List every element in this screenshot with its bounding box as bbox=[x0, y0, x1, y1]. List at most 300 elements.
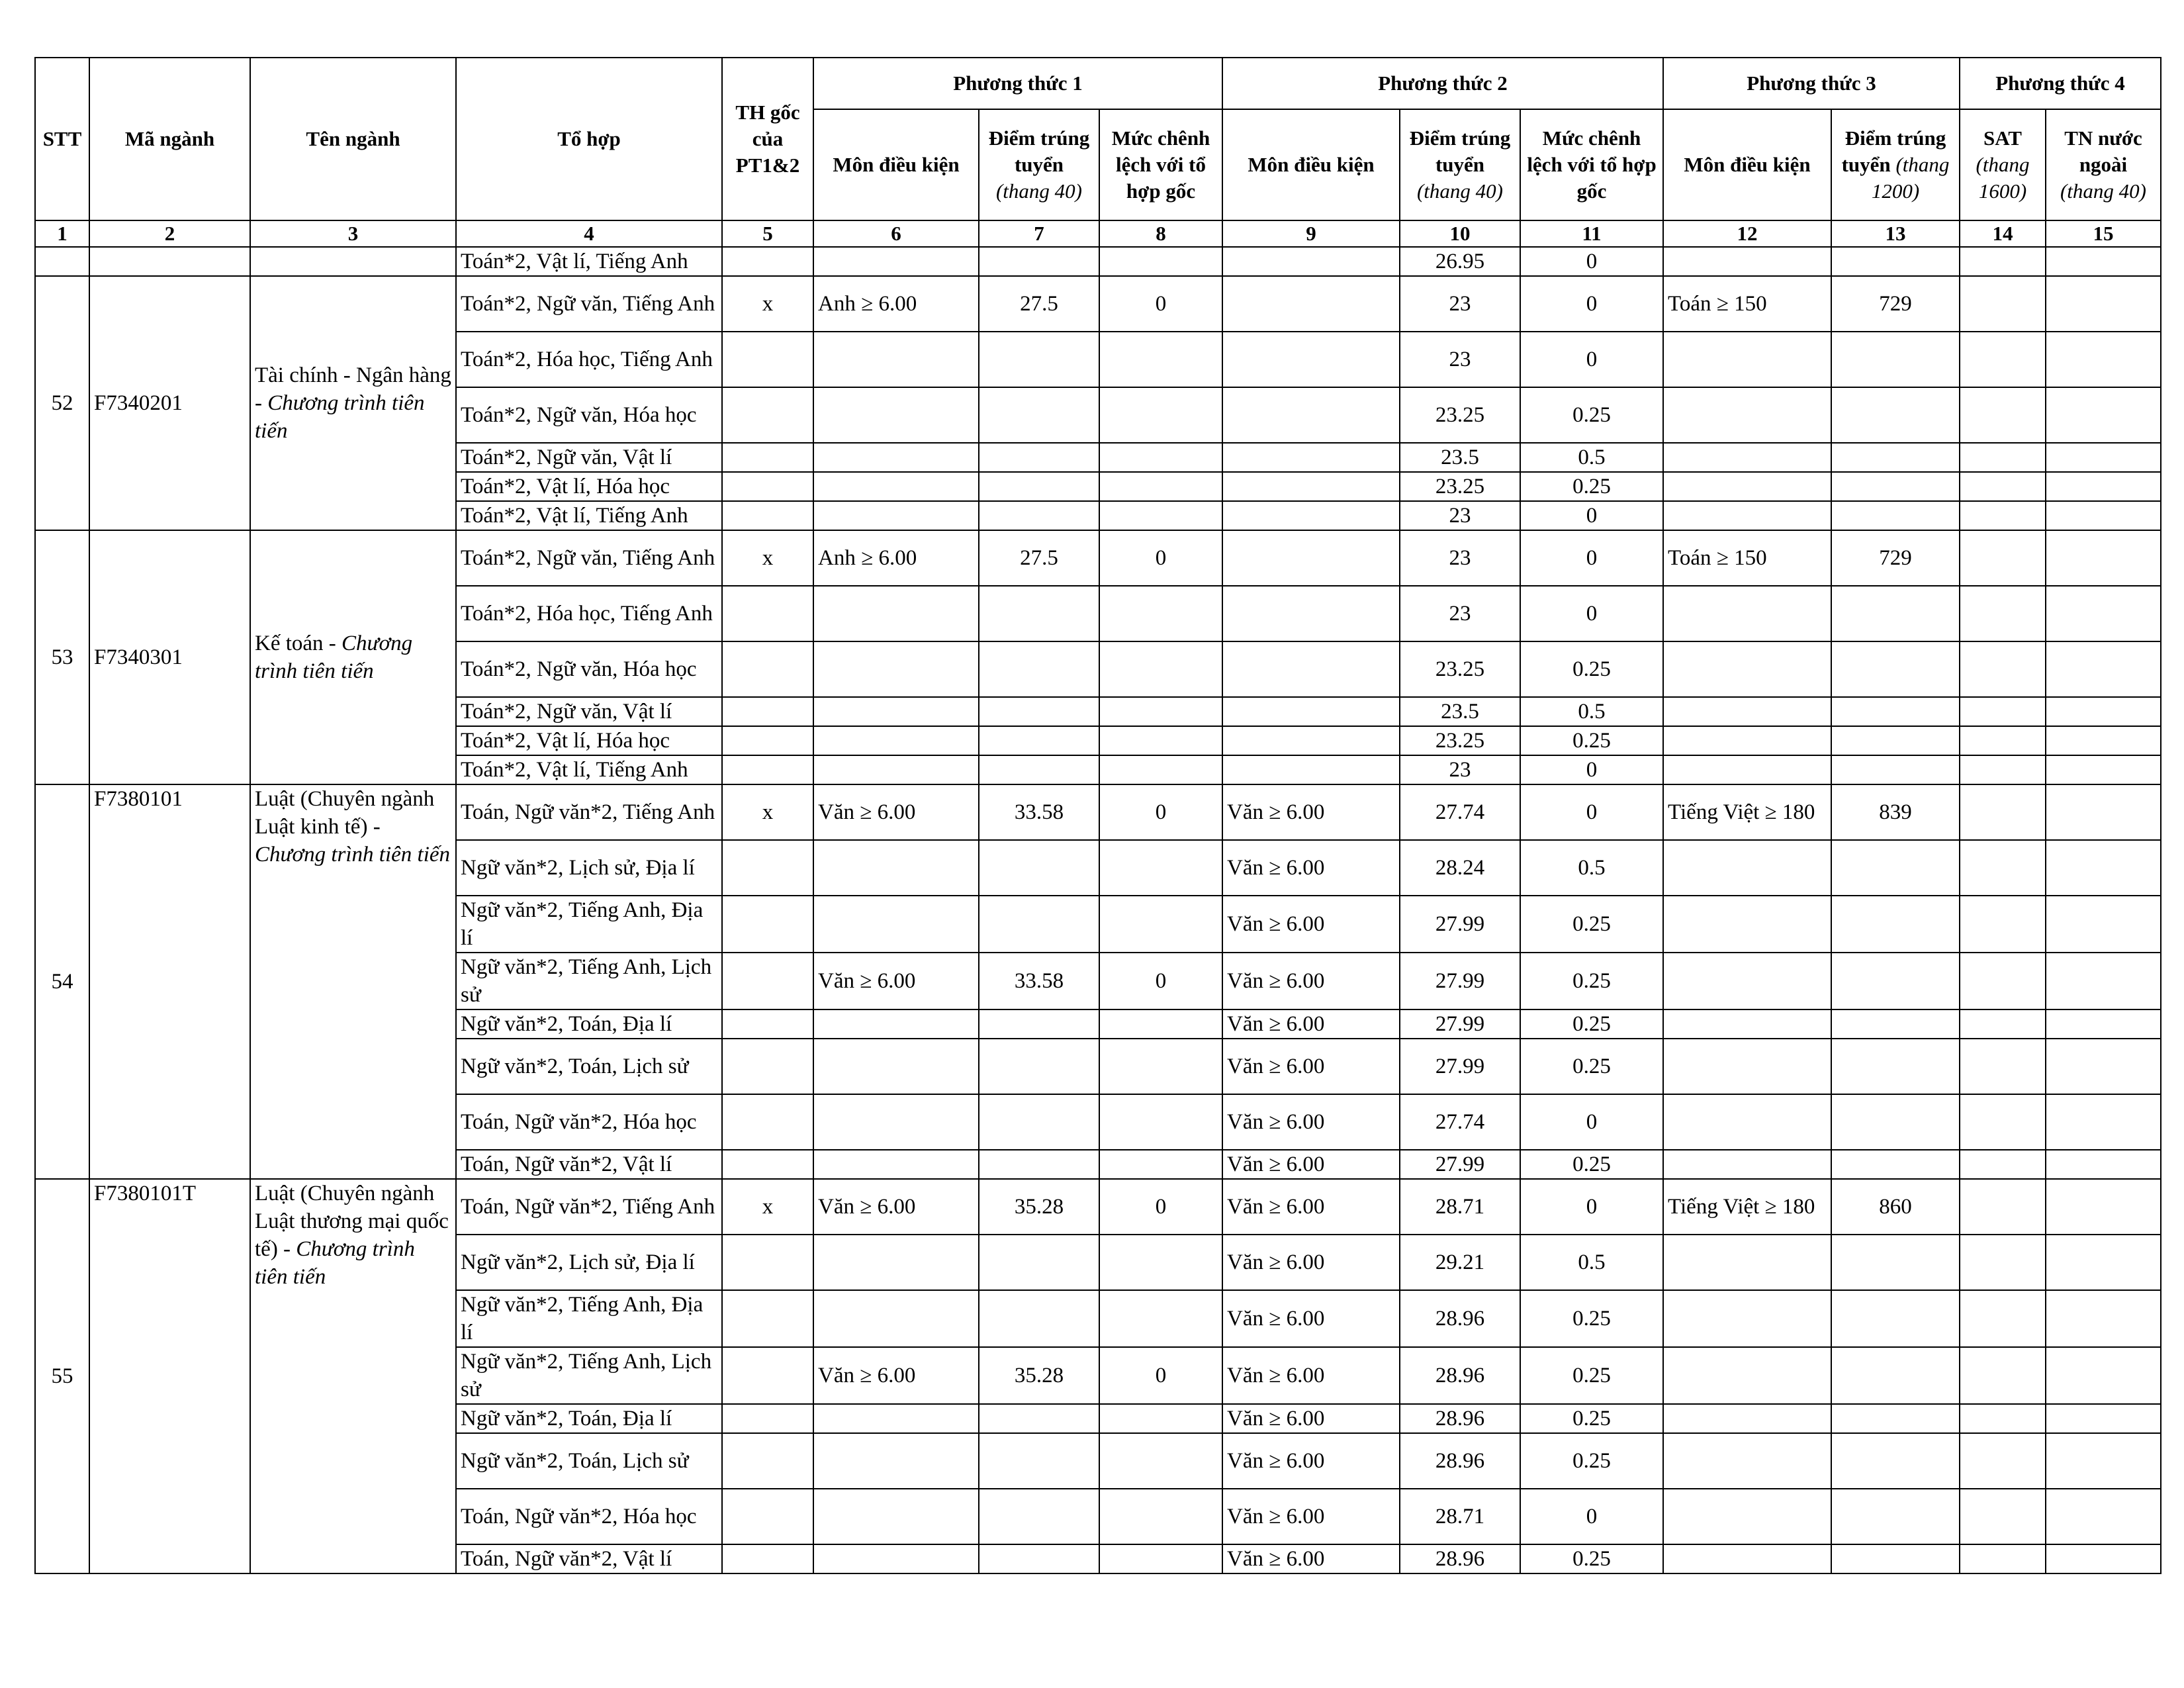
pt1-mon-dieu-kien-cell: Văn ≥ 6.00 bbox=[813, 1179, 979, 1235]
pt2-diem-cell: 27.99 bbox=[1400, 896, 1520, 953]
to-hop-cell: Ngữ văn*2, Toán, Lịch sử bbox=[456, 1039, 722, 1094]
pt1-chenh-lech-cell bbox=[1099, 726, 1222, 755]
th-goc-cell bbox=[722, 586, 813, 641]
pt2-chenh-lech-cell: 0.25 bbox=[1520, 726, 1663, 755]
pt3-mon-dieu-kien-cell bbox=[1663, 896, 1831, 953]
col-number: 6 bbox=[813, 220, 979, 247]
to-hop-cell: Toán*2, Ngữ văn, Tiếng Anh bbox=[456, 530, 722, 586]
header-phuong-thuc-3: Phương thức 3 bbox=[1663, 58, 1960, 109]
pt2-diem-cell: 27.74 bbox=[1400, 1094, 1520, 1150]
pt1-chenh-lech-cell bbox=[1099, 896, 1222, 953]
pt1-mon-dieu-kien-cell bbox=[813, 726, 979, 755]
ten-nganh-cell bbox=[250, 1179, 456, 1573]
pt2-mon-dieu-kien-cell: Văn ≥ 6.00 bbox=[1222, 1039, 1400, 1094]
col-number: 10 bbox=[1400, 220, 1520, 247]
pt2-chenh-lech-cell: 0 bbox=[1520, 276, 1663, 332]
pt1-mon-dieu-kien-cell: Anh ≥ 6.00 bbox=[813, 276, 979, 332]
header-tn-thang: (thang 40) bbox=[2060, 179, 2146, 203]
th-goc-cell bbox=[722, 332, 813, 387]
tn-nuoc-ngoai-cell bbox=[2046, 247, 2161, 276]
pt1-diem-cell bbox=[979, 1433, 1099, 1489]
tn-nuoc-ngoai-cell bbox=[2046, 1433, 2161, 1489]
ten-nganh-cell bbox=[250, 530, 456, 784]
pt1-diem-cell bbox=[979, 586, 1099, 641]
pt3-mon-dieu-kien-cell bbox=[1663, 840, 1831, 896]
pt3-diem-cell bbox=[1831, 387, 1960, 443]
tn-nuoc-ngoai-cell bbox=[2046, 896, 2161, 953]
th-goc-cell bbox=[722, 953, 813, 1009]
sat-cell bbox=[1960, 530, 2046, 586]
th-goc-cell bbox=[722, 1039, 813, 1094]
pt1-mon-dieu-kien-cell bbox=[813, 697, 979, 726]
th-goc-cell bbox=[722, 1489, 813, 1544]
header-ten-nganh: Tên ngành bbox=[250, 58, 456, 220]
col-number: 7 bbox=[979, 220, 1099, 247]
pt3-diem-cell bbox=[1831, 1094, 1960, 1150]
ten-nganh-program: Chương trình tiên tiến bbox=[255, 1237, 415, 1289]
pt1-diem-cell bbox=[979, 332, 1099, 387]
th-goc-cell bbox=[722, 1404, 813, 1433]
pt1-diem-cell bbox=[979, 1544, 1099, 1573]
pt1-chenh-lech-cell bbox=[1099, 697, 1222, 726]
to-hop-cell: Toán, Ngữ văn*2, Vật lí bbox=[456, 1150, 722, 1179]
tn-nuoc-ngoai-cell bbox=[2046, 586, 2161, 641]
ten-nganh-cell bbox=[250, 247, 456, 276]
th-goc-cell bbox=[722, 840, 813, 896]
pt1-chenh-lech-cell: 0 bbox=[1099, 1179, 1222, 1235]
header-pt3-mon-dieu-kien: Môn điều kiện bbox=[1663, 109, 1831, 220]
pt2-chenh-lech-cell: 0 bbox=[1520, 586, 1663, 641]
pt2-mon-dieu-kien-cell bbox=[1222, 586, 1400, 641]
pt3-mon-dieu-kien-cell bbox=[1663, 1009, 1831, 1039]
pt1-chenh-lech-cell: 0 bbox=[1099, 784, 1222, 840]
th-goc-cell bbox=[722, 896, 813, 953]
to-hop-cell: Ngữ văn*2, Tiếng Anh, Lịch sử bbox=[456, 1347, 722, 1404]
pt1-mon-dieu-kien-cell: Văn ≥ 6.00 bbox=[813, 953, 979, 1009]
pt2-mon-dieu-kien-cell: Văn ≥ 6.00 bbox=[1222, 1150, 1400, 1179]
th-goc-cell bbox=[722, 641, 813, 697]
pt1-diem-cell bbox=[979, 726, 1099, 755]
pt2-chenh-lech-cell: 0.25 bbox=[1520, 1039, 1663, 1094]
pt3-mon-dieu-kien-cell bbox=[1663, 1290, 1831, 1347]
th-goc-cell bbox=[722, 1150, 813, 1179]
sat-cell bbox=[1960, 896, 2046, 953]
pt3-mon-dieu-kien-cell bbox=[1663, 501, 1831, 530]
stt-cell: 54 bbox=[35, 784, 89, 1179]
ma-nganh-cell: F7380101 bbox=[89, 784, 250, 1179]
pt1-chenh-lech-cell bbox=[1099, 1290, 1222, 1347]
tn-nuoc-ngoai-cell bbox=[2046, 697, 2161, 726]
pt1-mon-dieu-kien-cell bbox=[813, 1544, 979, 1573]
to-hop-cell: Toán*2, Vật lí, Hóa học bbox=[456, 726, 722, 755]
pt1-mon-dieu-kien-cell bbox=[813, 1489, 979, 1544]
tn-nuoc-ngoai-cell bbox=[2046, 1150, 2161, 1179]
pt3-diem-cell bbox=[1831, 953, 1960, 1009]
pt1-mon-dieu-kien-cell bbox=[813, 1009, 979, 1039]
header-phuong-thuc-2: Phương thức 2 bbox=[1222, 58, 1663, 109]
pt2-chenh-lech-cell: 0.25 bbox=[1520, 1009, 1663, 1039]
pt2-chenh-lech-cell: 0 bbox=[1520, 530, 1663, 586]
sat-cell bbox=[1960, 726, 2046, 755]
pt2-diem-cell: 23.25 bbox=[1400, 472, 1520, 501]
pt1-chenh-lech-cell bbox=[1099, 1235, 1222, 1290]
pt2-diem-cell: 27.74 bbox=[1400, 784, 1520, 840]
header-pt3-diem bbox=[1831, 109, 1960, 220]
header-tn-nuoc-ngoai bbox=[2046, 109, 2161, 220]
th-goc-cell bbox=[722, 1347, 813, 1404]
header-to-hop: Tổ hợp bbox=[456, 58, 722, 220]
pt2-mon-dieu-kien-cell: Văn ≥ 6.00 bbox=[1222, 784, 1400, 840]
tn-nuoc-ngoai-cell bbox=[2046, 276, 2161, 332]
pt3-mon-dieu-kien-cell bbox=[1663, 1404, 1831, 1433]
sat-cell bbox=[1960, 387, 2046, 443]
pt1-chenh-lech-cell bbox=[1099, 840, 1222, 896]
pt1-diem-cell: 35.28 bbox=[979, 1179, 1099, 1235]
tn-nuoc-ngoai-cell bbox=[2046, 1039, 2161, 1094]
pt1-diem-cell bbox=[979, 1404, 1099, 1433]
sat-cell bbox=[1960, 697, 2046, 726]
sat-cell bbox=[1960, 1433, 2046, 1489]
pt2-diem-cell: 28.24 bbox=[1400, 840, 1520, 896]
pt2-chenh-lech-cell: 0 bbox=[1520, 755, 1663, 784]
pt1-diem-cell bbox=[979, 1290, 1099, 1347]
pt2-diem-cell: 23 bbox=[1400, 332, 1520, 387]
header-pt2-diem-label: Điểm trúng tuyển bbox=[1409, 126, 1511, 176]
pt3-diem-cell bbox=[1831, 443, 1960, 472]
pt3-diem-cell bbox=[1831, 1544, 1960, 1573]
pt2-mon-dieu-kien-cell: Văn ≥ 6.00 bbox=[1222, 840, 1400, 896]
pt3-mon-dieu-kien-cell bbox=[1663, 1039, 1831, 1094]
pt1-diem-cell: 33.58 bbox=[979, 784, 1099, 840]
pt3-diem-cell bbox=[1831, 697, 1960, 726]
pt2-chenh-lech-cell: 0.25 bbox=[1520, 1433, 1663, 1489]
tn-nuoc-ngoai-cell bbox=[2046, 1290, 2161, 1347]
pt1-chenh-lech-cell bbox=[1099, 1039, 1222, 1094]
th-goc-cell: x bbox=[722, 530, 813, 586]
col-number: 3 bbox=[250, 220, 456, 247]
col-number: 15 bbox=[2046, 220, 2161, 247]
col-number: 14 bbox=[1960, 220, 2046, 247]
header-tn-label: TN nước ngoài bbox=[2064, 126, 2142, 176]
ten-nganh-cell bbox=[250, 784, 456, 1179]
pt1-chenh-lech-cell bbox=[1099, 443, 1222, 472]
ten-nganh-program: Chương trình tiên tiến bbox=[255, 843, 451, 867]
pt1-mon-dieu-kien-cell bbox=[813, 641, 979, 697]
pt2-chenh-lech-cell: 0.5 bbox=[1520, 697, 1663, 726]
pt2-chenh-lech-cell: 0.25 bbox=[1520, 641, 1663, 697]
header-pt1-mon-dieu-kien: Môn điều kiện bbox=[813, 109, 979, 220]
th-goc-cell bbox=[722, 247, 813, 276]
pt1-mon-dieu-kien-cell bbox=[813, 1150, 979, 1179]
pt2-diem-cell: 28.96 bbox=[1400, 1404, 1520, 1433]
pt2-diem-cell: 28.96 bbox=[1400, 1347, 1520, 1404]
header-pt1-diem-label: Điểm trúng tuyển bbox=[988, 126, 1090, 176]
to-hop-cell: Toán, Ngữ văn*2, Tiếng Anh bbox=[456, 1179, 722, 1235]
pt1-diem-cell bbox=[979, 472, 1099, 501]
header-pt1-diem bbox=[979, 109, 1099, 220]
table-row bbox=[35, 247, 2161, 276]
pt2-mon-dieu-kien-cell: Văn ≥ 6.00 bbox=[1222, 1179, 1400, 1235]
pt2-diem-cell: 23.5 bbox=[1400, 443, 1520, 472]
pt1-chenh-lech-cell: 0 bbox=[1099, 276, 1222, 332]
pt1-chenh-lech-cell bbox=[1099, 641, 1222, 697]
sat-cell bbox=[1960, 472, 2046, 501]
to-hop-cell: Toán*2, Vật lí, Hóa học bbox=[456, 472, 722, 501]
tn-nuoc-ngoai-cell bbox=[2046, 641, 2161, 697]
pt3-mon-dieu-kien-cell bbox=[1663, 332, 1831, 387]
table-row bbox=[35, 530, 2161, 586]
to-hop-cell: Toán*2, Ngữ văn, Hóa học bbox=[456, 387, 722, 443]
pt3-mon-dieu-kien-cell bbox=[1663, 1489, 1831, 1544]
table-row bbox=[35, 784, 2161, 840]
tn-nuoc-ngoai-cell bbox=[2046, 1404, 2161, 1433]
pt3-mon-dieu-kien-cell bbox=[1663, 697, 1831, 726]
pt2-chenh-lech-cell: 0 bbox=[1520, 1179, 1663, 1235]
pt2-diem-cell: 27.99 bbox=[1400, 1150, 1520, 1179]
pt2-mon-dieu-kien-cell bbox=[1222, 276, 1400, 332]
pt1-mon-dieu-kien-cell bbox=[813, 1235, 979, 1290]
ma-nganh-cell: F7380101T bbox=[89, 1179, 250, 1573]
stt-cell bbox=[35, 247, 89, 276]
pt1-mon-dieu-kien-cell bbox=[813, 332, 979, 387]
sat-cell bbox=[1960, 1290, 2046, 1347]
pt2-chenh-lech-cell: 0 bbox=[1520, 784, 1663, 840]
pt1-diem-cell: 27.5 bbox=[979, 530, 1099, 586]
header-stt: STT bbox=[35, 58, 89, 220]
pt2-diem-cell: 28.96 bbox=[1400, 1290, 1520, 1347]
pt2-chenh-lech-cell: 0.25 bbox=[1520, 1347, 1663, 1404]
header-pt2-thang: (thang 40) bbox=[1416, 179, 1503, 203]
sat-cell bbox=[1960, 953, 2046, 1009]
pt1-mon-dieu-kien-cell bbox=[813, 501, 979, 530]
pt1-mon-dieu-kien-cell bbox=[813, 1094, 979, 1150]
pt3-diem-cell bbox=[1831, 501, 1960, 530]
pt2-mon-dieu-kien-cell bbox=[1222, 697, 1400, 726]
to-hop-cell: Toán, Ngữ văn*2, Hóa học bbox=[456, 1094, 722, 1150]
pt2-mon-dieu-kien-cell bbox=[1222, 387, 1400, 443]
pt3-mon-dieu-kien-cell bbox=[1663, 641, 1831, 697]
pt1-mon-dieu-kien-cell bbox=[813, 387, 979, 443]
pt2-chenh-lech-cell: 0 bbox=[1520, 1094, 1663, 1150]
pt2-diem-cell: 27.99 bbox=[1400, 1009, 1520, 1039]
th-goc-cell bbox=[722, 1433, 813, 1489]
pt2-mon-dieu-kien-cell bbox=[1222, 332, 1400, 387]
pt1-mon-dieu-kien-cell bbox=[813, 586, 979, 641]
to-hop-cell: Ngữ văn*2, Toán, Lịch sử bbox=[456, 1433, 722, 1489]
pt3-mon-dieu-kien-cell bbox=[1663, 953, 1831, 1009]
ten-nganh-text: Kế toán - bbox=[255, 632, 342, 655]
pt2-chenh-lech-cell: 0.5 bbox=[1520, 1235, 1663, 1290]
pt2-diem-cell: 28.71 bbox=[1400, 1179, 1520, 1235]
sat-cell bbox=[1960, 840, 2046, 896]
header-pt3-diem-label: Điểm trúng tuyển bbox=[1841, 126, 1946, 176]
table-body bbox=[35, 247, 2161, 1573]
pt3-mon-dieu-kien-cell bbox=[1663, 726, 1831, 755]
sat-cell bbox=[1960, 501, 2046, 530]
pt1-diem-cell bbox=[979, 1094, 1099, 1150]
pt1-mon-dieu-kien-cell: Văn ≥ 6.00 bbox=[813, 784, 979, 840]
table-row bbox=[35, 1179, 2161, 1235]
pt3-diem-cell bbox=[1831, 472, 1960, 501]
stt-cell: 52 bbox=[35, 276, 89, 530]
sat-cell bbox=[1960, 1235, 2046, 1290]
pt1-chenh-lech-cell bbox=[1099, 247, 1222, 276]
pt2-mon-dieu-kien-cell: Văn ≥ 6.00 bbox=[1222, 1094, 1400, 1150]
header-ma-nganh: Mã ngành bbox=[89, 58, 250, 220]
header-pt2-mon-dieu-kien: Môn điều kiện bbox=[1222, 109, 1400, 220]
sat-cell bbox=[1960, 1544, 2046, 1573]
pt3-mon-dieu-kien-cell bbox=[1663, 387, 1831, 443]
sat-cell bbox=[1960, 586, 2046, 641]
to-hop-cell: Toán*2, Vật lí, Tiếng Anh bbox=[456, 755, 722, 784]
th-goc-cell bbox=[722, 387, 813, 443]
to-hop-cell: Toán, Ngữ văn*2, Hóa học bbox=[456, 1489, 722, 1544]
pt1-diem-cell bbox=[979, 840, 1099, 896]
pt3-mon-dieu-kien-cell bbox=[1663, 586, 1831, 641]
pt1-diem-cell bbox=[979, 896, 1099, 953]
pt1-diem-cell: 35.28 bbox=[979, 1347, 1099, 1404]
pt3-mon-dieu-kien-cell bbox=[1663, 755, 1831, 784]
pt2-mon-dieu-kien-cell: Văn ≥ 6.00 bbox=[1222, 1404, 1400, 1433]
to-hop-cell: Toán*2, Ngữ văn, Tiếng Anh bbox=[456, 276, 722, 332]
ten-nganh-program: Chương trình tiên tiến bbox=[255, 632, 413, 683]
pt1-diem-cell bbox=[979, 1039, 1099, 1094]
pt2-diem-cell: 23 bbox=[1400, 501, 1520, 530]
pt3-diem-cell: 839 bbox=[1831, 784, 1960, 840]
tn-nuoc-ngoai-cell bbox=[2046, 726, 2161, 755]
pt2-mon-dieu-kien-cell bbox=[1222, 247, 1400, 276]
tn-nuoc-ngoai-cell bbox=[2046, 840, 2161, 896]
pt2-chenh-lech-cell: 0.5 bbox=[1520, 443, 1663, 472]
ten-nganh-cell bbox=[250, 276, 456, 530]
pt2-mon-dieu-kien-cell: Văn ≥ 6.00 bbox=[1222, 1235, 1400, 1290]
tn-nuoc-ngoai-cell bbox=[2046, 755, 2161, 784]
sat-cell bbox=[1960, 641, 2046, 697]
to-hop-cell: Toán*2, Hóa học, Tiếng Anh bbox=[456, 586, 722, 641]
pt3-diem-cell bbox=[1831, 332, 1960, 387]
header-pt1-thang: (thang 40) bbox=[995, 179, 1082, 203]
pt2-mon-dieu-kien-cell bbox=[1222, 443, 1400, 472]
tn-nuoc-ngoai-cell bbox=[2046, 1347, 2161, 1404]
pt1-diem-cell bbox=[979, 1009, 1099, 1039]
th-goc-cell bbox=[722, 501, 813, 530]
sat-cell bbox=[1960, 1404, 2046, 1433]
pt3-diem-cell: 729 bbox=[1831, 276, 1960, 332]
pt1-mon-dieu-kien-cell bbox=[813, 840, 979, 896]
pt1-mon-dieu-kien-cell bbox=[813, 1290, 979, 1347]
col-number: 12 bbox=[1663, 220, 1831, 247]
stt-cell: 53 bbox=[35, 530, 89, 784]
header-pt1-chenh-lech: Mức chênh lệch với tổ hợp gốc bbox=[1099, 109, 1222, 220]
header-sat-label: SAT bbox=[1983, 126, 2022, 150]
pt3-diem-cell bbox=[1831, 1404, 1960, 1433]
pt1-mon-dieu-kien-cell bbox=[813, 472, 979, 501]
ten-nganh-text: Tài chính - Ngân hàng - bbox=[255, 363, 451, 415]
pt3-diem-cell: 860 bbox=[1831, 1179, 1960, 1235]
pt2-diem-cell: 27.99 bbox=[1400, 1039, 1520, 1094]
to-hop-cell: Ngữ văn*2, Tiếng Anh, Lịch sử bbox=[456, 953, 722, 1009]
to-hop-cell: Ngữ văn*2, Tiếng Anh, Địa lí bbox=[456, 896, 722, 953]
pt1-mon-dieu-kien-cell bbox=[813, 247, 979, 276]
pt2-mon-dieu-kien-cell bbox=[1222, 726, 1400, 755]
header-pt2-chenh-lech: Mức chênh lệch với tổ hợp gốc bbox=[1520, 109, 1663, 220]
pt2-diem-cell: 28.71 bbox=[1400, 1489, 1520, 1544]
sat-cell bbox=[1960, 1179, 2046, 1235]
pt2-chenh-lech-cell: 0.25 bbox=[1520, 1404, 1663, 1433]
to-hop-cell: Ngữ văn*2, Tiếng Anh, Địa lí bbox=[456, 1290, 722, 1347]
tn-nuoc-ngoai-cell bbox=[2046, 1009, 2161, 1039]
pt1-chenh-lech-cell bbox=[1099, 1404, 1222, 1433]
pt1-chenh-lech-cell: 0 bbox=[1099, 530, 1222, 586]
pt1-diem-cell bbox=[979, 641, 1099, 697]
pt2-diem-cell: 23.5 bbox=[1400, 697, 1520, 726]
pt3-mon-dieu-kien-cell: Toán ≥ 150 bbox=[1663, 276, 1831, 332]
pt2-chenh-lech-cell: 0 bbox=[1520, 1489, 1663, 1544]
pt3-diem-cell bbox=[1831, 840, 1960, 896]
pt3-mon-dieu-kien-cell bbox=[1663, 1235, 1831, 1290]
sat-cell bbox=[1960, 1009, 2046, 1039]
tn-nuoc-ngoai-cell bbox=[2046, 530, 2161, 586]
pt1-diem-cell bbox=[979, 387, 1099, 443]
pt2-diem-cell: 23.25 bbox=[1400, 641, 1520, 697]
pt3-diem-cell bbox=[1831, 1290, 1960, 1347]
col-number: 13 bbox=[1831, 220, 1960, 247]
col-number: 8 bbox=[1099, 220, 1222, 247]
pt2-chenh-lech-cell: 0.25 bbox=[1520, 1150, 1663, 1179]
pt3-mon-dieu-kien-cell bbox=[1663, 443, 1831, 472]
th-goc-cell bbox=[722, 1094, 813, 1150]
pt2-diem-cell: 23 bbox=[1400, 276, 1520, 332]
pt2-chenh-lech-cell: 0.25 bbox=[1520, 1544, 1663, 1573]
pt1-chenh-lech-cell bbox=[1099, 1489, 1222, 1544]
pt2-mon-dieu-kien-cell: Văn ≥ 6.00 bbox=[1222, 953, 1400, 1009]
pt3-mon-dieu-kien-cell: Tiếng Việt ≥ 180 bbox=[1663, 784, 1831, 840]
tn-nuoc-ngoai-cell bbox=[2046, 1544, 2161, 1573]
th-goc-cell bbox=[722, 472, 813, 501]
pt1-mon-dieu-kien-cell bbox=[813, 1404, 979, 1433]
pt2-mon-dieu-kien-cell bbox=[1222, 472, 1400, 501]
pt3-diem-cell bbox=[1831, 1489, 1960, 1544]
pt1-chenh-lech-cell bbox=[1099, 387, 1222, 443]
pt2-diem-cell: 23.25 bbox=[1400, 387, 1520, 443]
to-hop-cell: Ngữ văn*2, Lịch sử, Địa lí bbox=[456, 1235, 722, 1290]
pt2-chenh-lech-cell: 0.25 bbox=[1520, 1290, 1663, 1347]
pt1-chenh-lech-cell bbox=[1099, 755, 1222, 784]
tn-nuoc-ngoai-cell bbox=[2046, 472, 2161, 501]
pt1-diem-cell bbox=[979, 1150, 1099, 1179]
pt2-mon-dieu-kien-cell: Văn ≥ 6.00 bbox=[1222, 896, 1400, 953]
th-goc-cell bbox=[722, 1009, 813, 1039]
sat-cell bbox=[1960, 332, 2046, 387]
col-number: 9 bbox=[1222, 220, 1400, 247]
tn-nuoc-ngoai-cell bbox=[2046, 784, 2161, 840]
pt2-diem-cell: 28.96 bbox=[1400, 1433, 1520, 1489]
pt2-chenh-lech-cell: 0.25 bbox=[1520, 953, 1663, 1009]
to-hop-cell: Toán, Ngữ văn*2, Vật lí bbox=[456, 1544, 722, 1573]
pt2-chenh-lech-cell: 0 bbox=[1520, 332, 1663, 387]
to-hop-cell: Toán*2, Vật lí, Tiếng Anh bbox=[456, 501, 722, 530]
pt2-diem-cell: 23 bbox=[1400, 586, 1520, 641]
th-goc-cell bbox=[722, 1235, 813, 1290]
to-hop-cell: Toán*2, Ngữ văn, Hóa học bbox=[456, 641, 722, 697]
pt3-diem-cell bbox=[1831, 1235, 1960, 1290]
tn-nuoc-ngoai-cell bbox=[2046, 443, 2161, 472]
th-goc-cell: x bbox=[722, 784, 813, 840]
sat-cell bbox=[1960, 443, 2046, 472]
header-phuong-thuc-1: Phương thức 1 bbox=[813, 58, 1222, 109]
stt-cell: 55 bbox=[35, 1179, 89, 1573]
col-number: 11 bbox=[1520, 220, 1663, 247]
